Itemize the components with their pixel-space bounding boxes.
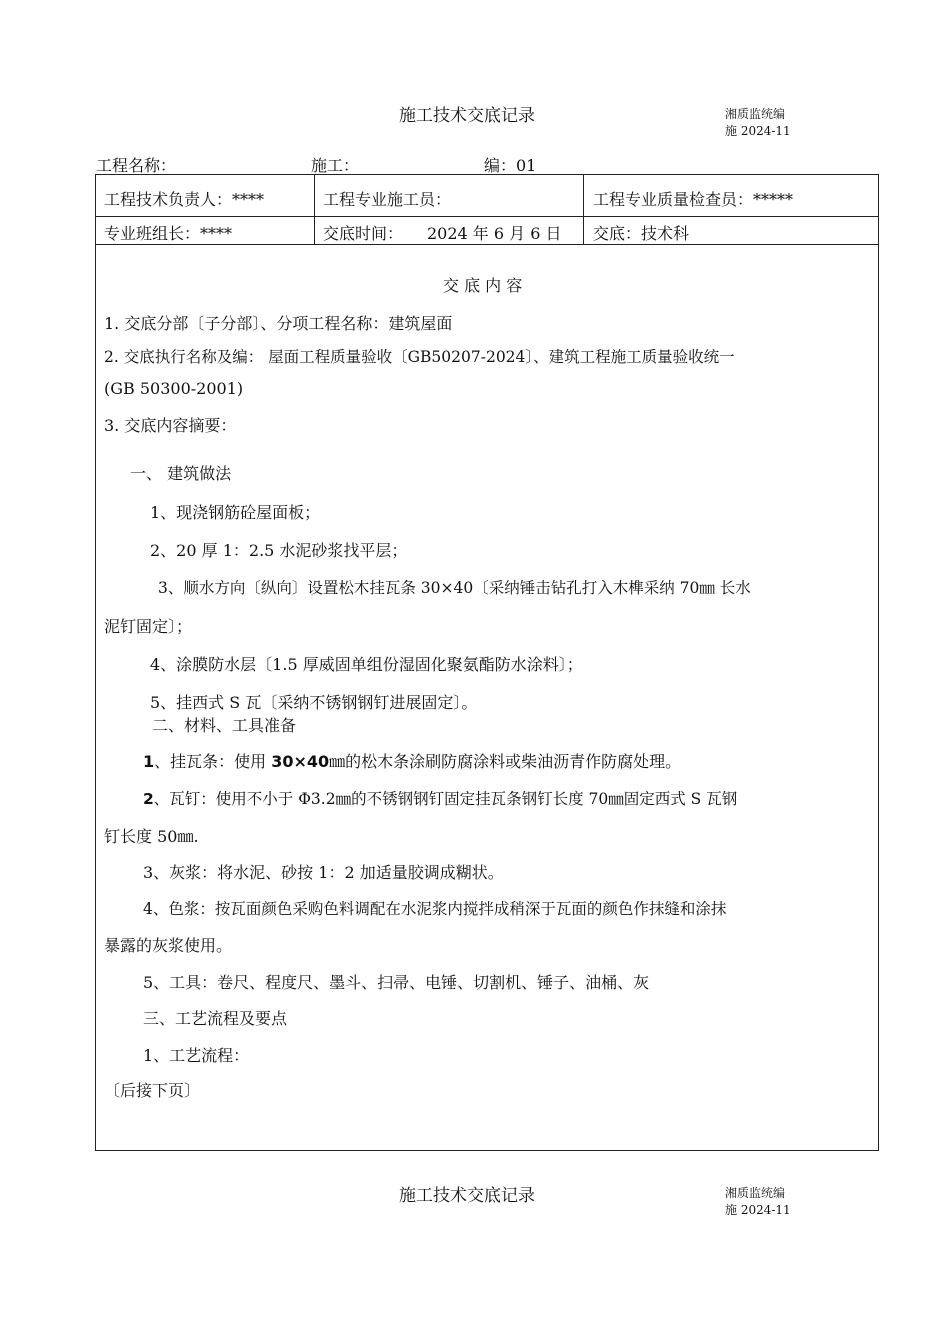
section-1-item-1: 1、现浇钢筋砼屋面板； — [150, 503, 321, 522]
section-3-heading: 三、工艺流程及要点 — [143, 1009, 288, 1028]
page-2-title: 施工技术交底记录 — [399, 1186, 535, 1206]
project-name-label: 工程名称： — [96, 156, 177, 175]
worker-cell: 工程专业施工员： — [323, 190, 452, 209]
section-1-item-2: 2、20 厚 1：2.5 水泥砂浆找平层； — [150, 541, 408, 560]
section-2-item-2-line1 — [143, 787, 737, 809]
content-heading: 交 底 内 容 — [443, 276, 523, 295]
item-3: 3. 交底内容摘要： — [104, 416, 237, 435]
section-2-item-1-number: 1 — [143, 752, 155, 771]
col-divider-2 — [583, 175, 584, 244]
section-1-item-3-line2: 泥钉固定〕； — [104, 617, 193, 636]
section-2-item-2-line2: 钉长度 50㎜. — [104, 827, 199, 846]
item-2-line1: 2. 交底执行名称及编： 屋面工程质量验收〔GB50207-2024〕、建筑工程施工质量验收统一 — [104, 348, 735, 366]
construction-label: 施工： — [311, 156, 360, 175]
team-lead-cell: 专业班组长：**** — [104, 224, 233, 243]
page-title: 施工技术交底记录 — [399, 106, 535, 126]
section-1-item-3-line1: 3、顺水方向〔纵向〕设置松木挂瓦条 30×40〔采纳锤击钻孔打入木榫采纳 70㎜ 长水 — [158, 579, 751, 597]
section-2-item-1-text-b: ㎜的松木条涂刷防腐涂料或柴油沥青作防腐处理。 — [329, 752, 682, 771]
row-divider-2 — [96, 244, 878, 245]
section-2-item-3: 3、灰浆：将水泥、砂按 1：2 加适量胶调成糊状。 — [143, 863, 504, 882]
page-2-form-code-line1: 湘质监统编 — [725, 1186, 786, 1200]
section-2-item-4-line2: 暴露的灰浆使用。 — [104, 936, 233, 955]
section-2-heading: 二、材料、工具准备 — [152, 716, 297, 735]
section-2-item-1-dimension: 30×40 — [271, 752, 330, 771]
number-label: 编：01 — [484, 156, 537, 175]
section-1-heading: 一、 建筑做法 — [130, 464, 232, 483]
section-2-item-1-text-a: 、挂瓦条：使用 — [154, 752, 272, 771]
section-2-item-1 — [143, 749, 681, 772]
tech-lead-cell: 工程技术负责人：**** — [104, 190, 265, 209]
section-2-item-2-text-a: 、瓦钉：使用不小于 Φ3.2㎜的不锈钢钢钉固定挂瓦条钢钉长度 70㎜固定西式 S 瓦钢 — [153, 790, 738, 808]
page-2-form-code-line2: 施 2024-11 — [725, 1203, 791, 1217]
row-divider-1 — [96, 216, 878, 217]
time-value: 2024 年 6 月 6 日 — [427, 224, 562, 243]
item-2-line2: (GB 50300-2001) — [104, 379, 244, 398]
col-divider-1 — [314, 175, 315, 244]
item-1: 1. 交底分部〔子分部〕、分项工程名称：建筑屋面 — [104, 314, 453, 333]
section-3-item-1: 1、工艺流程： — [143, 1046, 250, 1065]
section-2-item-5: 5、工具：卷尺、程度尺、墨斗、扫帚、电锤、切割机、锤子、油桶、灰 — [143, 973, 650, 992]
time-label: 交底时间： — [323, 224, 404, 243]
section-1-item-5: 5、挂西式 S 瓦〔采纳不锈钢钢钉进展固定〕。 — [150, 693, 478, 712]
section-1-item-4: 4、涂膜防水层〔1.5 厚威固单组份湿固化聚氨酯防水涂料〕； — [150, 655, 583, 674]
dept-cell: 交底：技术科 — [593, 224, 690, 243]
form-code-line1: 湘质监统编 — [725, 107, 786, 121]
section-2-item-4-line1: 4、色浆：按瓦面颜色采购色料调配在水泥浆内搅拌成稍深于瓦面的颜色作抹缝和涂抹 — [143, 900, 727, 918]
continued-note: 〔后接下页〕 — [104, 1081, 201, 1100]
form-code-line2: 施 2024-11 — [725, 124, 791, 138]
section-2-item-2-number: 2 — [143, 790, 154, 808]
qc-cell: 工程专业质量检查员：***** — [593, 190, 794, 209]
